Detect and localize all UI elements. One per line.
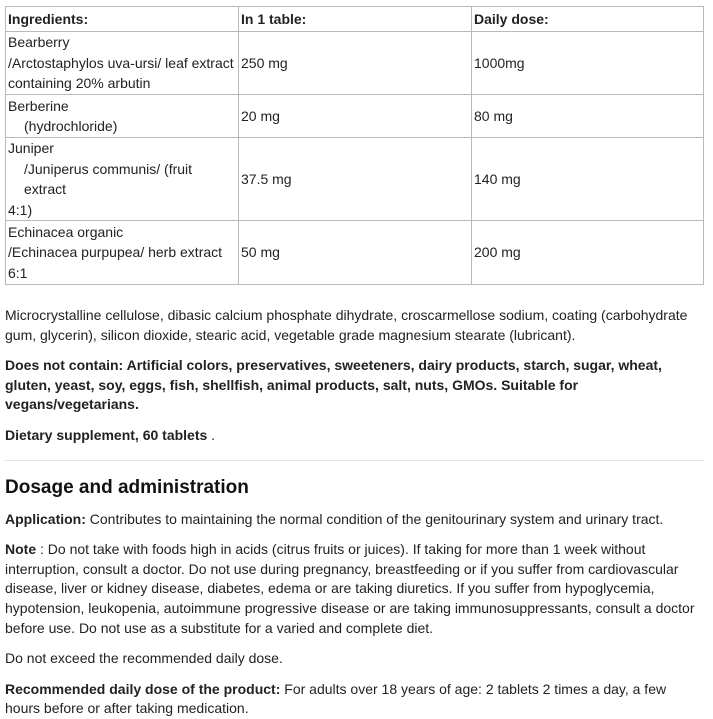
table-row (6, 32, 704, 95)
table-row (6, 138, 704, 221)
table-header-row (6, 7, 704, 32)
ingredient-cell (6, 221, 239, 285)
supplement-label: Dietary supplement, 60 tablets (5, 426, 208, 443)
free-from-statement: Does not contain: Artificial colors, preservatives, sweeteners, dairy products, starch, sugar, wheat, gluten, yeast, soy, eggs, fish, shellfish, animal products, salt, nuts, GMOs. Suitable for vegans/vegetarians. (5, 357, 662, 413)
ingredient-cell (6, 138, 239, 221)
per-tablet-cell: 50 mg (239, 221, 472, 285)
header-per-tablet: In 1 table: (239, 7, 472, 32)
ingredient-detail: containing 20% arbutin (8, 75, 151, 92)
application-paragraph (5, 510, 704, 530)
ingredient-cell (6, 32, 239, 95)
dosage-heading: Dosage and administration (5, 476, 249, 498)
ingredient-cell (6, 95, 239, 138)
application-label: Application: (5, 510, 86, 527)
supplement-line (5, 426, 704, 446)
daily-dose-cell: 200 mg (472, 221, 704, 285)
header-ingredients: Ingredients: (6, 7, 239, 32)
ingredient-name: Echinacea organic (8, 223, 124, 240)
section-divider (5, 460, 704, 461)
daily-dose-cell: 140 mg (472, 138, 704, 221)
note-text: : Do not take with foods high in acids (citrus fruits or juices). If taking for more than 1 week without interruption, consult a doctor. Do not use during pregnancy, breastfeeding or if you suffer from cardiovascular disease, liver or kidney disease, diabetes, edema or are taking diuretics. If you suffer from hypoglycemia, hypotension, leukopenia, autoimmune progressive disease or are taking immunosuppressants, consult a doctor before use. Do not use as a substitute for a varied and complete diet. (5, 541, 695, 636)
daily-dose-cell: 80 mg (472, 95, 704, 138)
per-tablet-cell: 250 mg (239, 32, 472, 95)
ingredient-detail: /Arctostaphylos uva-ursi/ leaf extract (8, 54, 234, 71)
application-text: Contributes to maintaining the normal condition of the genitourinary system and urinary tract. (85, 510, 664, 527)
note-label: Note (5, 541, 37, 558)
ingredient-detail: 6:1 (8, 264, 28, 281)
table-row (6, 221, 704, 285)
ingredient-detail: /Echinacea purpupea/ herb extract (8, 244, 223, 261)
note-paragraph (5, 540, 704, 638)
ingredient-name: Bearberry (8, 34, 70, 51)
ingredients-table (5, 6, 704, 285)
per-tablet-cell: 20 mg (239, 95, 472, 138)
ingredient-name: Berberine (8, 97, 69, 114)
recommended-dose-paragraph (5, 680, 704, 719)
max-dose-warning: Do not exceed the recommended daily dose. (5, 650, 283, 667)
recommended-text: For adults over 18 years of age: 2 tablets 2 times a day, a few hours before or after taking medication. (5, 680, 667, 717)
supplement-suffix: . (207, 426, 216, 443)
daily-dose-cell: 1000mg (472, 32, 704, 95)
ingredient-detail: 4:1) (8, 201, 33, 218)
table-row (6, 95, 704, 138)
recommended-label: Recommended daily dose of the product: (5, 680, 281, 697)
ingredient-name: Juniper (8, 140, 54, 156)
ingredient-detail: (hydrochloride) (24, 118, 118, 134)
header-daily-dose: Daily dose: (472, 7, 704, 32)
ingredient-detail: /Juniperus communis/ (fruit extract (24, 160, 193, 197)
excipients-text: Microcrystalline cellulose, dibasic calcium phosphate dihydrate, croscarmellose sodium, coating (carbohydrate gum, glycerin), silicon dioxide, stearic acid, vegetable grade magnesium stearate (lubricant). (5, 307, 688, 343)
per-tablet-cell: 37.5 mg (239, 138, 472, 221)
